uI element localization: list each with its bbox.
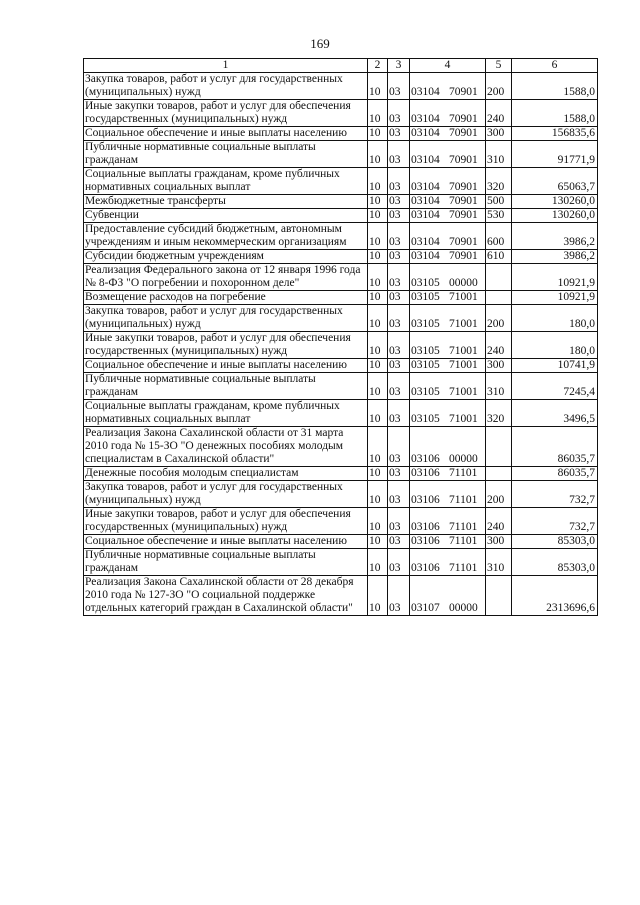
row-target-article — [410, 467, 486, 481]
row-name: Социальное обеспечение и иные выплаты населению — [84, 127, 368, 141]
row-target-article-program: 03105 — [411, 291, 440, 303]
row-target-article-direction: 71001 — [449, 413, 478, 425]
row-name: Закупка товаров, работ и услуг для государственных (муниципальных) нужд — [84, 305, 368, 332]
row-target-article-program: 03106 — [411, 467, 440, 479]
column-header-target-article: 4 — [410, 59, 486, 73]
row-amount: 1588,0 — [512, 100, 598, 127]
row-name: Иные закупки товаров, работ и услуг для обеспечения государственных (муниципальных) нужд — [84, 100, 368, 127]
row-target-article — [410, 100, 486, 127]
row-amount: 2313696,6 — [512, 576, 598, 616]
row-name: Социальное обеспечение и иные выплаты населению — [84, 359, 368, 373]
row-target-article — [410, 535, 486, 549]
row-expense-type-code: 240 — [486, 332, 512, 359]
row-subsection-code: 03 — [388, 373, 410, 400]
table-body — [84, 73, 598, 616]
row-target-article-direction: 70901 — [449, 181, 478, 193]
row-name: Субсидии бюджетным учреждениям — [84, 250, 368, 264]
row-amount: 130260,0 — [512, 209, 598, 223]
row-target-article-program: 03104 — [411, 86, 440, 98]
header-row — [84, 59, 598, 73]
table-row — [84, 400, 598, 427]
row-name: Социальные выплаты гражданам, кроме публичных нормативных социальных выплат — [84, 400, 368, 427]
row-target-article-direction: 70901 — [449, 127, 478, 139]
row-section-code: 10 — [368, 100, 388, 127]
column-header-section: 2 — [368, 59, 388, 73]
row-name: Реализация Закона Сахалинской области от 31 марта 2010 года № 15-ЗО "О денежных пособиях молодым специалистам в Сахалинской области" — [84, 427, 368, 467]
row-section-code: 10 — [368, 332, 388, 359]
row-name: Закупка товаров, работ и услуг для государственных (муниципальных) нужд — [84, 481, 368, 508]
row-expense-type-code: 200 — [486, 73, 512, 100]
row-amount: 3986,2 — [512, 250, 598, 264]
row-target-article-program: 03107 — [411, 602, 440, 614]
table-row — [84, 127, 598, 141]
row-expense-type-code: 240 — [486, 508, 512, 535]
row-name: Социальное обеспечение и иные выплаты населению — [84, 535, 368, 549]
row-target-article-program: 03104 — [411, 209, 440, 221]
row-subsection-code: 03 — [388, 250, 410, 264]
row-expense-type-code: 200 — [486, 481, 512, 508]
row-section-code: 10 — [368, 359, 388, 373]
table-row — [84, 223, 598, 250]
row-name: Субвенции — [84, 209, 368, 223]
row-target-article-direction: 71001 — [449, 359, 478, 371]
table-row — [84, 576, 598, 616]
row-target-article-program: 03105 — [411, 386, 440, 398]
row-target-article-program: 03104 — [411, 195, 440, 207]
column-header-name: 1 — [84, 59, 368, 73]
row-name: Иные закупки товаров, работ и услуг для обеспечения государственных (муниципальных) нужд — [84, 332, 368, 359]
column-header-subsection: 3 — [388, 59, 410, 73]
row-target-article-direction: 71101 — [449, 535, 478, 547]
row-section-code: 10 — [368, 576, 388, 616]
row-target-article-direction: 70901 — [449, 209, 478, 221]
row-target-article — [410, 427, 486, 467]
row-subsection-code: 03 — [388, 467, 410, 481]
column-header-amount: 6 — [512, 59, 598, 73]
row-target-article-program: 03106 — [411, 453, 440, 465]
page-number: 169 — [310, 36, 330, 51]
row-section-code: 10 — [368, 73, 388, 100]
row-target-article-direction: 00000 — [449, 277, 478, 289]
row-target-article — [410, 400, 486, 427]
row-target-article-direction: 71101 — [449, 494, 478, 506]
row-amount: 91771,9 — [512, 141, 598, 168]
row-amount: 86035,7 — [512, 467, 598, 481]
row-section-code: 10 — [368, 373, 388, 400]
row-target-article — [410, 127, 486, 141]
row-target-article — [410, 359, 486, 373]
row-section-code: 10 — [368, 195, 388, 209]
row-amount: 86035,7 — [512, 427, 598, 467]
row-expense-type-code — [486, 427, 512, 467]
row-amount: 7245,4 — [512, 373, 598, 400]
row-amount: 180,0 — [512, 332, 598, 359]
row-name: Социальные выплаты гражданам, кроме публичных нормативных социальных выплат — [84, 168, 368, 195]
row-section-code: 10 — [368, 209, 388, 223]
budget-table — [83, 58, 598, 616]
row-amount: 10921,9 — [512, 291, 598, 305]
row-amount: 180,0 — [512, 305, 598, 332]
row-target-article-direction: 00000 — [449, 453, 478, 465]
row-section-code: 10 — [368, 467, 388, 481]
row-target-article-direction: 71001 — [449, 318, 478, 330]
row-name: Реализация Закона Сахалинской области от 28 декабря 2010 года № 127-ЗО "О социальной поддержке отдельных категорий граждан в Сахалинской области" — [84, 576, 368, 616]
table-row — [84, 427, 598, 467]
row-target-article — [410, 73, 486, 100]
row-target-article-program: 03104 — [411, 250, 440, 262]
row-target-article-program: 03104 — [411, 154, 440, 166]
row-amount: 156835,6 — [512, 127, 598, 141]
table-row — [84, 549, 598, 576]
table-row — [84, 264, 598, 291]
row-subsection-code: 03 — [388, 141, 410, 168]
row-subsection-code: 03 — [388, 549, 410, 576]
row-target-article-direction: 00000 — [449, 602, 478, 614]
row-section-code: 10 — [368, 223, 388, 250]
row-target-article-direction: 70901 — [449, 154, 478, 166]
row-expense-type-code: 600 — [486, 223, 512, 250]
table-row — [84, 291, 598, 305]
row-target-article-direction: 71001 — [449, 386, 478, 398]
row-expense-type-code: 300 — [486, 535, 512, 549]
row-amount: 65063,7 — [512, 168, 598, 195]
row-target-article — [410, 481, 486, 508]
row-target-article-direction: 70901 — [449, 113, 478, 125]
row-name: Межбюджетные трансферты — [84, 195, 368, 209]
row-subsection-code: 03 — [388, 359, 410, 373]
row-subsection-code: 03 — [388, 223, 410, 250]
row-subsection-code: 03 — [388, 535, 410, 549]
row-section-code: 10 — [368, 535, 388, 549]
row-section-code: 10 — [368, 400, 388, 427]
row-subsection-code: 03 — [388, 332, 410, 359]
row-amount: 10921,9 — [512, 264, 598, 291]
row-name: Публичные нормативные социальные выплаты гражданам — [84, 141, 368, 168]
row-expense-type-code: 310 — [486, 141, 512, 168]
row-target-article-program: 03106 — [411, 535, 440, 547]
row-subsection-code: 03 — [388, 73, 410, 100]
row-target-article — [410, 223, 486, 250]
row-amount: 1588,0 — [512, 73, 598, 100]
row-name: Закупка товаров, работ и услуг для государственных (муниципальных) нужд — [84, 73, 368, 100]
row-target-article-program: 03104 — [411, 127, 440, 139]
row-expense-type-code: 300 — [486, 127, 512, 141]
row-amount: 732,7 — [512, 508, 598, 535]
row-target-article-program: 03105 — [411, 413, 440, 425]
row-subsection-code: 03 — [388, 400, 410, 427]
table-row — [84, 168, 598, 195]
row-name: Возмещение расходов на погребение — [84, 291, 368, 305]
row-subsection-code: 03 — [388, 481, 410, 508]
row-subsection-code: 03 — [388, 576, 410, 616]
row-expense-type-code: 320 — [486, 400, 512, 427]
row-section-code: 10 — [368, 127, 388, 141]
table-row — [84, 73, 598, 100]
row-subsection-code: 03 — [388, 427, 410, 467]
row-amount: 3986,2 — [512, 223, 598, 250]
row-amount: 10741,9 — [512, 359, 598, 373]
row-subsection-code: 03 — [388, 168, 410, 195]
table-row — [84, 209, 598, 223]
table-row — [84, 195, 598, 209]
table-row — [84, 250, 598, 264]
row-target-article-program: 03105 — [411, 318, 440, 330]
row-target-article — [410, 264, 486, 291]
row-expense-type-code: 530 — [486, 209, 512, 223]
row-target-article-direction: 71101 — [449, 562, 478, 574]
column-header-expense-type: 5 — [486, 59, 512, 73]
row-target-article-program: 03105 — [411, 359, 440, 371]
row-target-article — [410, 576, 486, 616]
row-expense-type-code: 200 — [486, 305, 512, 332]
row-target-article — [410, 250, 486, 264]
row-target-article-direction: 71001 — [449, 291, 478, 303]
row-name: Публичные нормативные социальные выплаты гражданам — [84, 373, 368, 400]
row-name: Реализация Федерального закона от 12 января 1996 года № 8-ФЗ "О погребении и похоронном деле" — [84, 264, 368, 291]
row-section-code: 10 — [368, 141, 388, 168]
row-name: Публичные нормативные социальные выплаты гражданам — [84, 549, 368, 576]
row-target-article-program: 03106 — [411, 494, 440, 506]
row-section-code: 10 — [368, 508, 388, 535]
table-row — [84, 467, 598, 481]
table-row — [84, 535, 598, 549]
row-target-article-program: 03106 — [411, 521, 440, 533]
row-target-article — [410, 291, 486, 305]
row-target-article — [410, 141, 486, 168]
row-expense-type-code — [486, 264, 512, 291]
row-target-article-program: 03106 — [411, 562, 440, 574]
row-name: Денежные пособия молодым специалистам — [84, 467, 368, 481]
row-section-code: 10 — [368, 427, 388, 467]
row-expense-type-code: 300 — [486, 359, 512, 373]
row-subsection-code: 03 — [388, 305, 410, 332]
row-target-article-direction: 71001 — [449, 345, 478, 357]
row-section-code: 10 — [368, 305, 388, 332]
row-expense-type-code: 500 — [486, 195, 512, 209]
row-expense-type-code — [486, 576, 512, 616]
row-target-article-program: 03104 — [411, 236, 440, 248]
row-target-article — [410, 305, 486, 332]
row-subsection-code: 03 — [388, 195, 410, 209]
row-subsection-code: 03 — [388, 100, 410, 127]
row-target-article — [410, 373, 486, 400]
row-amount: 85303,0 — [512, 535, 598, 549]
row-subsection-code: 03 — [388, 209, 410, 223]
row-section-code: 10 — [368, 549, 388, 576]
row-subsection-code: 03 — [388, 127, 410, 141]
table-row — [84, 332, 598, 359]
row-expense-type-code — [486, 467, 512, 481]
row-target-article-direction: 71101 — [449, 467, 478, 479]
row-target-article-program: 03105 — [411, 277, 440, 289]
row-target-article-program: 03105 — [411, 345, 440, 357]
row-section-code: 10 — [368, 264, 388, 291]
row-target-article — [410, 195, 486, 209]
row-amount: 732,7 — [512, 481, 598, 508]
table-row — [84, 305, 598, 332]
row-subsection-code: 03 — [388, 264, 410, 291]
table-row — [84, 508, 598, 535]
row-subsection-code: 03 — [388, 291, 410, 305]
row-target-article-direction: 70901 — [449, 86, 478, 98]
row-expense-type-code: 610 — [486, 250, 512, 264]
row-target-article — [410, 549, 486, 576]
row-target-article-direction: 71101 — [449, 521, 478, 533]
table-row — [84, 100, 598, 127]
row-target-article — [410, 508, 486, 535]
row-target-article — [410, 332, 486, 359]
row-name: Предоставление субсидий бюджетным, автономным учреждениям и иным некоммерческим организациям — [84, 223, 368, 250]
table-row — [84, 481, 598, 508]
row-subsection-code: 03 — [388, 508, 410, 535]
row-section-code: 10 — [368, 250, 388, 264]
row-target-article-program: 03104 — [411, 181, 440, 193]
table-header — [84, 59, 598, 73]
table-row — [84, 359, 598, 373]
row-expense-type-code: 310 — [486, 549, 512, 576]
row-expense-type-code: 310 — [486, 373, 512, 400]
row-target-article — [410, 209, 486, 223]
table-row — [84, 373, 598, 400]
row-expense-type-code: 240 — [486, 100, 512, 127]
row-amount: 85303,0 — [512, 549, 598, 576]
row-section-code: 10 — [368, 481, 388, 508]
row-section-code: 10 — [368, 291, 388, 305]
row-expense-type-code: 320 — [486, 168, 512, 195]
row-amount: 3496,5 — [512, 400, 598, 427]
table-row — [84, 141, 598, 168]
row-amount: 130260,0 — [512, 195, 598, 209]
row-section-code: 10 — [368, 168, 388, 195]
row-target-article — [410, 168, 486, 195]
row-target-article-direction: 70901 — [449, 250, 478, 262]
row-target-article-direction: 70901 — [449, 236, 478, 248]
row-expense-type-code — [486, 291, 512, 305]
row-name: Иные закупки товаров, работ и услуг для обеспечения государственных (муниципальных) нужд — [84, 508, 368, 535]
row-target-article-program: 03104 — [411, 113, 440, 125]
row-target-article-direction: 70901 — [449, 195, 478, 207]
